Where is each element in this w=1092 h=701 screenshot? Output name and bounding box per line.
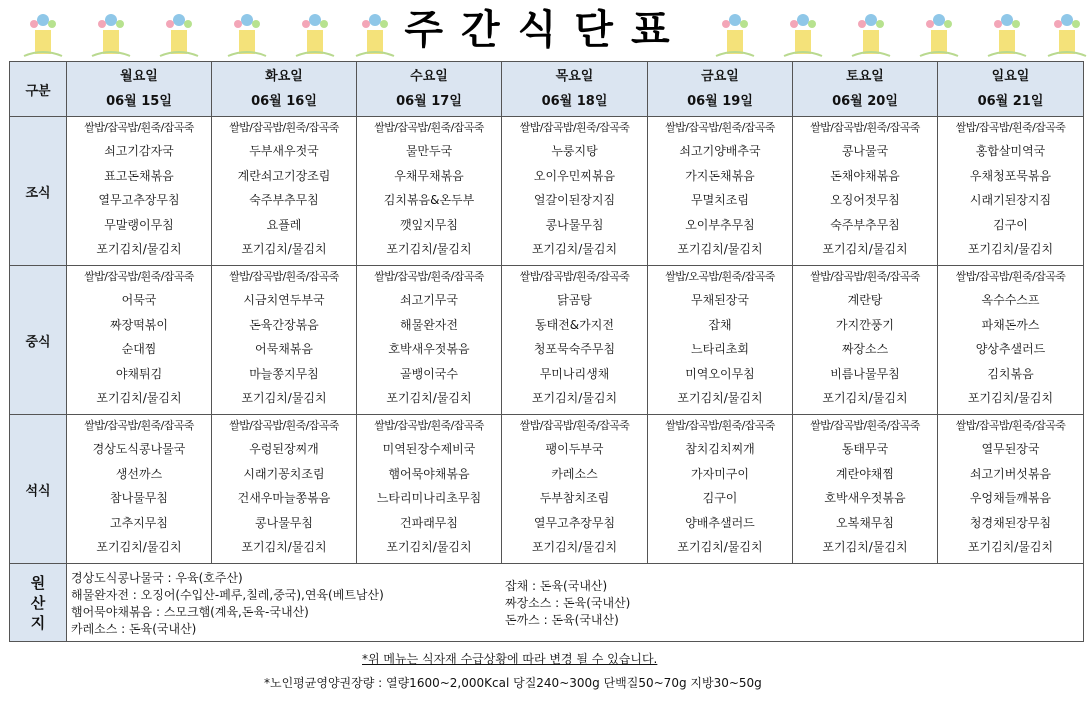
origin-item: 잡채 : 돈육(국내산)	[505, 579, 608, 593]
day-header	[502, 62, 648, 117]
rice-options: 쌀밥/잡곡밥/흰죽/잡곡죽	[229, 419, 339, 432]
menu-cell	[212, 266, 357, 415]
menu-item: 포기김치/물김치	[677, 391, 763, 406]
menu-item: 순대찜	[121, 342, 157, 357]
menu-item: 포기김치/물김치	[386, 391, 472, 406]
menu-item: 어묵채볶음	[255, 342, 313, 357]
rice-options: 쌀밥/잡곡밥/흰죽/잡곡죽	[955, 270, 1066, 283]
origin-item: 카레소스 : 돈육(국내산)	[71, 622, 197, 636]
flower-pot-icon	[848, 8, 894, 58]
menu-item: 야채튀김	[115, 366, 163, 381]
menu-cell	[502, 117, 648, 266]
day-header	[357, 62, 502, 117]
menu-item: 포기김치/물김치	[531, 391, 618, 406]
menu-item: 포기김치/물김치	[386, 242, 472, 257]
rice-options: 쌀밥/잡곡밥/흰죽/잡곡죽	[810, 121, 920, 134]
menu-cell	[502, 266, 648, 415]
page-header	[0, 0, 1092, 60]
menu-item: 양배추샐러드	[685, 515, 755, 530]
menu-item: 동태무국	[841, 442, 889, 456]
menu-item: 누룽지탕	[551, 144, 598, 158]
menu-cell	[648, 117, 793, 266]
day-date: 06월 18일	[541, 94, 608, 109]
day-name: 수요일	[410, 69, 448, 84]
menu-item: 느타리초회	[691, 342, 749, 357]
menu-item: 비름나물무침	[830, 366, 900, 381]
menu-item: 표고돈채볶음	[104, 168, 174, 183]
origin-label	[10, 564, 67, 642]
menu-item: 해물완자전	[400, 317, 458, 332]
menu-cell	[67, 117, 212, 266]
flower-pot-icon	[224, 8, 270, 58]
menu-item: 포기김치/물김치	[96, 242, 182, 257]
change-notice: *위 메뉴는 식자재 수급상황에 따라 변경 될 수 있습니다.	[362, 652, 658, 666]
menu-cell	[212, 415, 357, 564]
menu-item: 청포묵숙주무침	[533, 342, 616, 357]
menu-cell	[357, 117, 502, 266]
menu-item: 마늘쫑지무침	[249, 366, 319, 381]
flower-pot-icon	[352, 8, 398, 58]
menu-item: 가지돈채볶음	[685, 168, 755, 183]
menu-item: 양상추샐러드	[975, 342, 1046, 357]
origin-item: 경상도식콩나물국 : 우육(호주산)	[71, 571, 243, 585]
day-name: 화요일	[265, 69, 303, 84]
menu-cell	[938, 266, 1084, 415]
rice-options: 쌀밥/잡곡밥/흰죽/잡곡죽	[84, 121, 194, 134]
menu-item: 가자미구이	[691, 466, 749, 481]
menu-item: 짜장소스	[841, 342, 889, 357]
menu-item: 건파래무침	[400, 515, 458, 530]
menu-cell	[67, 266, 212, 415]
origin-item: 햄어묵야채볶음 : 스모크햄(계육,돈육-국내산)	[71, 605, 309, 619]
meal-label: 석식	[10, 415, 67, 564]
menu-item: 가지깐풍기	[836, 317, 894, 332]
menu-item: 계란탕	[847, 293, 883, 307]
menu-item: 오징어젓무침	[830, 193, 900, 208]
rice-options: 쌀밥/잡곡밥/흰죽/잡곡죽	[810, 419, 920, 432]
menu-item: 두부새우젓국	[249, 144, 319, 158]
menu-item: 열무고추장무침	[533, 515, 616, 530]
menu-item: 계란쇠고기장조림	[237, 168, 331, 183]
menu-item: 호박새우젓볶음	[824, 491, 906, 506]
weekly-menu-table	[9, 61, 1084, 642]
menu-item: 우채청포묵볶음	[969, 168, 1052, 183]
origin-item: 해물완자전 : 오징어(수입산-페루,칠레,중국),연육(베트남산)	[71, 588, 384, 602]
menu-item: 홍합살미역국	[975, 144, 1046, 158]
menu-item: 팽이두부국	[545, 442, 604, 456]
meal-label: 중식	[10, 266, 67, 415]
nutrition-recommendation: *노인평균영양권장량 : 열량1600~2,000Kcal 당질240~300g 단백질50~70g 지방30~50g	[264, 676, 762, 690]
menu-item: 열무고추장무침	[98, 193, 180, 208]
day-name: 금요일	[701, 69, 739, 84]
rice-options: 쌀밥/잡곡밥/흰죽/잡곡죽	[374, 419, 484, 432]
rice-options: 쌀밥/잡곡밥/흰죽/잡곡죽	[665, 121, 775, 134]
menu-cell	[648, 415, 793, 564]
menu-item: 콩나물국	[841, 144, 889, 158]
menu-item: 포기김치/물김치	[241, 242, 327, 257]
menu-item: 무멸치조림	[691, 193, 749, 208]
menu-item: 포기김치/물김치	[241, 391, 327, 406]
menu-item: 청경채된장무침	[969, 515, 1052, 530]
menu-item: 옥수수스프	[981, 293, 1040, 307]
menu-item: 건새우마늘쫑볶음	[237, 491, 331, 506]
menu-item: 포기김치/물김치	[822, 540, 908, 555]
day-header	[793, 62, 938, 117]
menu-item: 경상도식콩나물국	[92, 442, 186, 456]
rice-options: 쌀밥/잡곡밥/흰죽/잡곡죽	[374, 270, 484, 283]
menu-item: 파채돈까스	[981, 317, 1040, 332]
menu-item: 카레소스	[551, 466, 598, 481]
menu-item: 포기김치/물김치	[241, 540, 327, 555]
flower-pot-icon	[1044, 8, 1090, 58]
origin-item: 돈까스 : 돈육(국내산)	[505, 613, 619, 627]
menu-item: 김치볶음	[987, 366, 1034, 381]
page-title: 주간식단표	[404, 7, 688, 53]
menu-item: 시래기된장지짐	[969, 193, 1052, 208]
rice-options: 쌀밥/잡곡밥/흰죽/잡곡죽	[519, 419, 630, 432]
menu-item: 돈육간장볶음	[249, 317, 319, 332]
day-header	[938, 62, 1084, 117]
day-header	[212, 62, 357, 117]
menu-item: 생선까스	[115, 466, 163, 481]
rice-options: 쌀밥/잡곡밥/흰죽/잡곡죽	[519, 121, 630, 134]
flower-pot-icon	[780, 8, 826, 58]
menu-item: 느타리미나리초무침	[376, 491, 482, 506]
menu-item: 햄어묵야채볶음	[388, 466, 470, 481]
menu-item: 김구이	[993, 217, 1028, 232]
day-name: 월요일	[120, 69, 158, 84]
day-date: 06월 16일	[251, 94, 317, 109]
menu-item: 무미나리생채	[539, 366, 610, 381]
menu-cell	[212, 117, 357, 266]
rice-options: 쌀밥/잡곡밥/흰죽/잡곡죽	[374, 121, 484, 134]
menu-item: 포기김치/물김치	[96, 540, 182, 555]
menu-item: 오복채무침	[836, 515, 894, 530]
menu-item: 시금치연두부국	[243, 293, 325, 307]
menu-cell	[793, 415, 938, 564]
menu-cell	[793, 117, 938, 266]
day-name: 일요일	[991, 69, 1030, 84]
menu-item: 포기김치/물김치	[967, 242, 1054, 257]
day-name: 토요일	[846, 69, 884, 84]
day-date: 06월 21일	[977, 94, 1044, 109]
day-header	[67, 62, 212, 117]
menu-cell	[502, 415, 648, 564]
menu-item: 참나물무침	[110, 491, 168, 506]
menu-cell	[938, 415, 1084, 564]
rice-options: 쌀밥/잡곡밥/흰죽/잡곡죽	[84, 270, 194, 283]
menu-item: 돈채야채볶음	[830, 168, 900, 183]
corner-label: 구분	[10, 62, 67, 117]
menu-item: 쇠고기무국	[400, 293, 458, 307]
menu-item: 요플레	[266, 217, 302, 232]
flower-pot-icon	[20, 8, 66, 58]
origin-info	[67, 564, 1084, 642]
day-date: 06월 20일	[832, 94, 898, 109]
flower-pot-icon	[712, 8, 758, 58]
menu-item: 김치볶음&온두부	[383, 193, 475, 208]
menu-item: 두부참치조림	[539, 491, 610, 506]
menu-item: 숙주부추무침	[249, 193, 319, 208]
menu-cell	[793, 266, 938, 415]
menu-item: 오이우민찌볶음	[533, 168, 616, 183]
rice-options: 쌀밥/잡곡밥/흰죽/잡곡죽	[229, 121, 339, 134]
menu-item: 미역된장수제비국	[382, 442, 476, 456]
menu-item: 무채된장국	[691, 293, 749, 307]
menu-item: 우렁된장찌개	[249, 442, 319, 456]
menu-item: 동태전&가지전	[535, 317, 614, 332]
rice-options: 쌀밥/잡곡밥/흰죽/잡곡죽	[229, 270, 339, 283]
menu-item: 물만두국	[405, 144, 453, 158]
menu-cell	[938, 117, 1084, 266]
menu-item: 시래기꽁치조림	[243, 466, 325, 481]
menu-item: 쇠고기감자국	[104, 144, 174, 158]
day-date: 06월 19일	[687, 94, 753, 109]
menu-item: 닭곰탕	[557, 293, 592, 307]
menu-item: 숙주부추무침	[830, 217, 900, 232]
menu-item: 포기김치/물김치	[386, 540, 472, 555]
menu-item: 포기김치/물김치	[531, 242, 618, 257]
rice-options: 쌀밥/잡곡밥/흰죽/잡곡죽	[665, 419, 775, 432]
flower-pot-icon	[984, 8, 1030, 58]
menu-item: 잡채	[708, 317, 732, 332]
rice-options: 쌀밥/잡곡밥/흰죽/잡곡죽	[955, 121, 1066, 134]
flower-pot-icon	[156, 8, 202, 58]
rice-options: 쌀밥/잡곡밥/흰죽/잡곡죽	[84, 419, 194, 432]
rice-options: 쌀밥/잡곡밥/흰죽/잡곡죽	[955, 419, 1066, 432]
day-date: 06월 15일	[106, 94, 172, 109]
menu-item: 콩나물무침	[255, 515, 313, 530]
menu-item: 짜장떡볶이	[110, 317, 168, 332]
day-header	[648, 62, 793, 117]
rice-options: 쌀밥/오곡밥/흰죽/잡곡죽	[665, 270, 775, 283]
meal-label: 조식	[10, 117, 67, 266]
menu-cell	[648, 266, 793, 415]
menu-item: 포기김치/물김치	[96, 391, 182, 406]
menu-cell	[357, 266, 502, 415]
origin-item: 짜장소스 : 돈육(국내산)	[505, 596, 631, 610]
day-name: 목요일	[555, 69, 594, 84]
menu-item: 참치김치찌개	[685, 442, 755, 456]
menu-item: 미역오이무침	[685, 366, 755, 381]
flower-pot-icon	[292, 8, 338, 58]
menu-item: 어묵국	[121, 293, 157, 307]
menu-item: 쇠고기양배추국	[679, 144, 761, 158]
menu-item: 고추지무침	[110, 515, 168, 530]
menu-item: 포기김치/물김치	[967, 540, 1054, 555]
menu-item: 우채무채볶음	[394, 168, 464, 183]
menu-item: 포기김치/물김치	[822, 242, 908, 257]
menu-item: 깻잎지무침	[400, 217, 458, 232]
menu-item: 무말랭이무침	[104, 217, 174, 232]
menu-item: 골뱅이국수	[400, 366, 458, 381]
menu-cell	[357, 415, 502, 564]
menu-item: 계란야채찜	[836, 466, 894, 481]
menu-item: 호박새우젓볶음	[388, 342, 470, 357]
menu-item: 포기김치/물김치	[531, 540, 618, 555]
day-date: 06월 17일	[396, 94, 462, 109]
menu-item: 포기김치/물김치	[822, 391, 908, 406]
menu-item: 얼갈이된장지짐	[533, 193, 616, 208]
menu-item: 열무된장국	[981, 442, 1040, 456]
flower-pot-icon	[916, 8, 962, 58]
menu-cell	[67, 415, 212, 564]
rice-options: 쌀밥/잡곡밥/흰죽/잡곡죽	[519, 270, 630, 283]
menu-item: 김구이	[702, 491, 738, 506]
menu-item: 포기김치/물김치	[677, 540, 763, 555]
menu-item: 오이부추무침	[685, 217, 755, 232]
menu-item: 쇠고기버섯볶음	[969, 466, 1052, 481]
menu-item: 콩나물무침	[545, 217, 604, 232]
menu-item: 우엉채들깨볶음	[969, 491, 1052, 506]
origin-label-text: 원 산 지	[30, 573, 46, 632]
flower-pot-icon	[88, 8, 134, 58]
menu-item: 포기김치/물김치	[967, 391, 1054, 406]
rice-options: 쌀밥/잡곡밥/흰죽/잡곡죽	[810, 270, 920, 283]
menu-item: 포기김치/물김치	[677, 242, 763, 257]
